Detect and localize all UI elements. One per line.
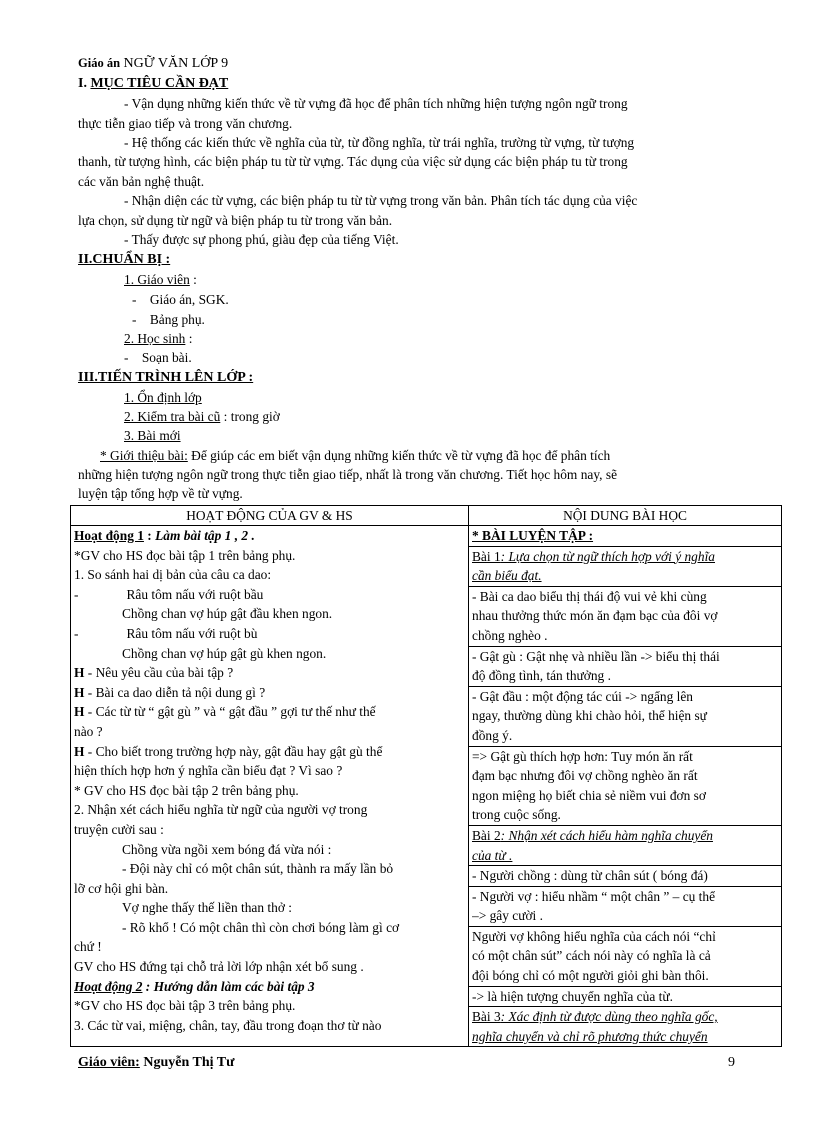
s1-line-5: - Nhận diện các từ vựng, các biện pháp tu từ từ vựng trong văn bản. Phân tích tác dụng của việc (124, 193, 638, 208)
s1-line-7: - Thấy được sự phong phú, giàu đẹp của tiếng Việt. (124, 232, 399, 247)
question: H - Các từ từ “ gật gù ” và “ gật đầu ” gợi tư thế như thế (74, 704, 376, 720)
left-line: chứ ! (74, 939, 102, 955)
teacher-item-1: - Bảng phụ. (132, 312, 205, 327)
right-line: - Người vợ : hiểu nhầm “ một chân ” – cụ thể (469, 886, 781, 907)
hd2: Hoạt động 2 : Hướng dẫn làm các bài tập 3 (74, 978, 315, 994)
question: H - Bài ca dao diễn tả nội dung gì ? (74, 684, 266, 700)
section1-heading: I. MỤC TIÊU CẦN ĐẠT (78, 76, 229, 91)
right-line: độ đồng tình, tán thưởng . (472, 668, 611, 684)
section3-heading: III.TIẾN TRÌNH LÊN LỚP : (78, 370, 254, 385)
left-line: Chồng chan vợ húp gật đầu khen ngon. (122, 606, 333, 622)
intro-line-2: luyện tập tổng hợp về từ vựng. (78, 486, 243, 501)
right-title: * BÀI LUYỆN TẬP : (472, 528, 594, 543)
left-line: *GV cho HS đọc bài tập 1 trên bảng phụ. (74, 547, 296, 563)
right-line: - Gật gù : Gật nhẹ và nhiều lần -> biểu thị thái (469, 646, 781, 667)
right-line: đội bóng chỉ có một người giỏi ghi bàn thôi. (472, 968, 709, 984)
question: H - Nêu yêu cầu của bài tập ? (74, 665, 234, 681)
right-line: đồng ý. (472, 727, 513, 743)
teacher-item-0: - Giáo án, SGK. (132, 292, 229, 307)
student-item-0: - Soạn bài. (124, 350, 192, 365)
right-line: chồng nghèo . (472, 627, 548, 643)
intro-line-1: những hiện tượng ngôn ngữ trong thực tiễn giao tiếp, nhất là trong văn chương. Tiết học hôm nay, sẽ (78, 467, 618, 482)
s1-line-3: thanh, từ tượng hình, các biện pháp tu từ từ vựng. Tác dụng của việc sử dụng các biện pháp tu từ trong (78, 154, 628, 169)
bt1-cont: cần biểu đạt. (472, 568, 542, 584)
step-2: 2. Kiểm tra bài cũ : trong giờ (124, 409, 280, 424)
teacher-label: 1. Giáo viên : (124, 272, 197, 287)
intro-line-0: * Giới thiệu bài: Để giúp các em biết vận dụng những kiến thức về từ vựng đã học để phân tích (100, 448, 611, 463)
right-line: => Gật gù thích hợp hơn: Tuy món ăn rất (469, 746, 781, 767)
left-line: 2. Nhận xét cách hiểu nghĩa từ ngữ của người vợ trong (74, 802, 368, 818)
left-line: truyện cười sau : (74, 821, 164, 837)
left-line: GV cho HS đứng tại chỗ trả lời lớp nhận xét bổ sung . (74, 959, 364, 975)
s1-line-6: lựa chọn, sử dụng từ ngữ và biện pháp tu từ trong văn bản. (78, 213, 393, 228)
student-label: 2. Học sinh : (124, 331, 193, 346)
step-3: 3. Bài mới (124, 428, 181, 443)
left-line: Vợ nghe thấy thế liền than thở : (122, 900, 292, 916)
right-line: trong cuộc sống. (472, 807, 561, 823)
page-number: 9 (728, 1055, 735, 1070)
left-line: Chồng vừa ngồi xem bóng đá vừa nói : (122, 841, 332, 857)
left-line: 3. Các từ vai, miệng, chân, tay, đầu trong đoạn thơ từ nào (74, 1017, 382, 1033)
s1-line-4: các văn bản nghệ thuật. (78, 174, 205, 189)
s1-line-2: - Hệ thống các kiến thức về nghĩa của từ, từ đồng nghĩa, từ trái nghĩa, trường từ vựng, từ tượng (124, 135, 635, 150)
header-title: NGỮ VĂN LỚP 9 (123, 56, 229, 71)
right-line: ngon miệng họ biết chia sẻ niềm vui đơn sơ (472, 787, 706, 803)
bt2: Bài 2: Nhận xét cách hiểu hàm nghĩa chuyển (469, 825, 781, 846)
left-line: nào ? (74, 723, 103, 739)
footer-teacher: Giáo viên: Nguyễn Thị Tư (78, 1055, 235, 1070)
bt3: Bài 3: Xác định từ được dùng theo nghĩa gốc, (469, 1006, 781, 1027)
lesson-table (70, 505, 782, 1047)
right-line: Người vợ không hiểu nghĩa của cách nói “chỉ (469, 926, 781, 947)
right-line: ngay, thường dùng khi chào hỏi, thể hiện sự (472, 708, 707, 724)
col-left-header: HOẠT ĐỘNG CỦA GV & HS (71, 506, 469, 526)
s1-line-0: - Vận dụng những kiến thức về từ vựng đã học để phân tích những hiện tượng ngôn ngữ trong (124, 96, 628, 111)
question: H - Cho biết trong trường hợp này, gật đầu hay gật gù thể (74, 743, 383, 759)
right-line: đạm bạc nhưng đôi vợ chồng nghèo ăn rất (472, 768, 698, 784)
page-header (78, 56, 228, 72)
right-line: - Người chồng : dùng từ chân sút ( bóng đá) (469, 865, 781, 886)
right-line: - Gật đầu : một động tác cúi -> ngẩng lên (469, 686, 781, 707)
step-1: 1. Ổn định lớp (124, 390, 202, 405)
header-prefix: Giáo án (78, 56, 121, 70)
right-line: –> gây cười . (472, 908, 543, 924)
left-line: hiện thích hợp hơn ý nghĩa cần biểu đạt ? Vì sao ? (74, 763, 343, 779)
left-line: 1. So sánh hai dị bản của câu ca dao: (74, 567, 272, 583)
left-line: - Râu tôm nấu với ruột bầu (74, 586, 264, 602)
bt2-cont: của từ . (472, 847, 513, 863)
activities-cell (71, 526, 469, 1047)
right-line: có một chân sút” cách nói này có nghĩa là cả (472, 948, 711, 964)
left-line: - Râu tôm nấu với ruột bù (74, 625, 258, 641)
right-line: - Bài ca dao biểu thị thái độ vui vẻ khi cùng (469, 586, 781, 607)
left-line: * GV cho HS đọc bài tập 2 trên bảng phụ. (74, 782, 299, 798)
right-line: nhau thưởng thức món ăn đạm bạc của đôi vợ (472, 608, 718, 624)
left-line: lỡ cơ hội ghi bàn. (74, 880, 169, 896)
left-line: - Đội này chỉ có một chân sút, thành ra mấy lần bỏ (122, 861, 394, 877)
section2-heading: II.CHUẨN BỊ : (78, 252, 171, 267)
right-line: -> là hiện tượng chuyển nghĩa của từ. (469, 986, 781, 1007)
left-line: *GV cho HS đọc bài tập 3 trên bảng phụ. (74, 998, 296, 1014)
bt1: Bài 1: Lựa chọn từ ngữ thích hợp với ý nghĩa (469, 546, 781, 567)
col-right-header: NỘI DUNG BÀI HỌC (469, 506, 782, 526)
left-line: - Rõ khổ ! Có một chân thì còn chơi bóng làm gì cơ (122, 919, 400, 935)
hd1: Hoạt động 1 : Làm bài tập 1 , 2 . (74, 528, 255, 543)
bt3-cont: nghĩa chuyển và chỉ rõ phương thức chuyển (472, 1028, 708, 1044)
content-cell (469, 526, 782, 1047)
left-line: Chồng chan vợ húp gật gù khen ngon. (122, 645, 327, 661)
s1-line-1: thực tiễn giao tiếp và trong văn chương. (78, 116, 293, 131)
